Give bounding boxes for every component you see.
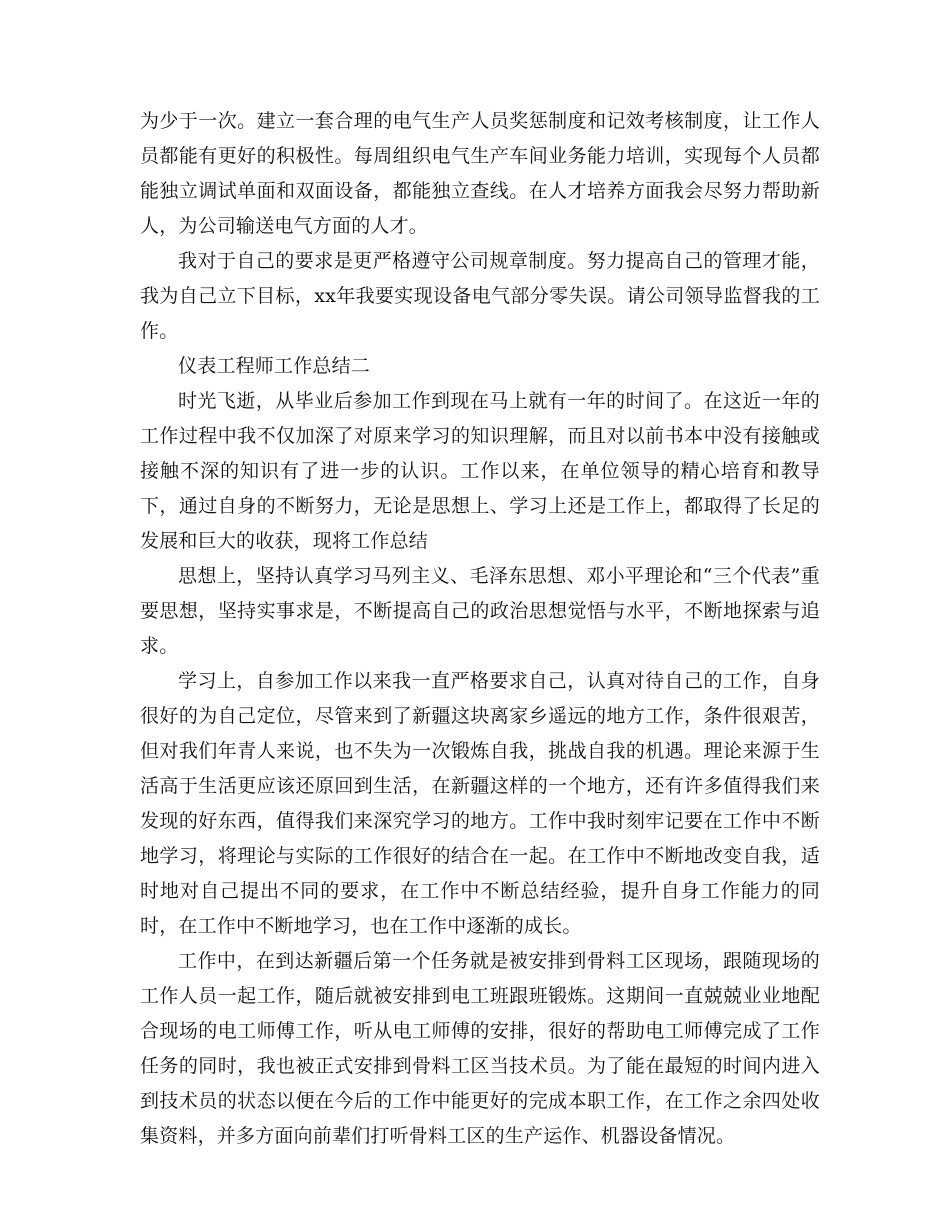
document-page (140, 104, 820, 1154)
paragraph-study: 学习上，自参加工作以来我一直严格要求自己，认真对待自己的工作，自身很好的为自己定位，尽管来到了新疆这块离家乡遥远的地方工作，条件很艰苦，但对我们年青人来说，也不失为一次锻炼自我，挑战自我的机遇。理论来源于生活高于生活更应该还原回到生活，在新疆这样的一个地方，还有许多值得我们来发现的好东西，值得我们来深究学习的地方。工作中我时刻牢记要在工作中不断地学习，将理论与实际的工作很好的结合在一起。在工作中不断地改变自我，适时地对自己提出不同的要求，在工作中不断总结经验，提升自身工作能力的同时，在工作中不断地学习，也在工作中逐渐的成长。 (140, 670, 820, 937)
paragraph-ideology: 思想上，坚持认真学习马列主义、毛泽东思想、邓小平理论和“三个代表”重要思想，坚持实事求是，不断提高自己的政治思想觉悟与水平，不断地探索与追求。 (140, 565, 820, 657)
section-heading: 仪表工程师工作总结二 (178, 355, 371, 377)
paragraph-continued: 为少于一次。建立一套合理的电气生产人员奖惩制度和记效考核制度，让工作人员都能有更好的积极性。每周组织电气生产车间业务能力培训，实现每个人员都能独立调试单面和双面设备，都能独立查线。在人才培养方面我会尽努力帮助新人，为公司输送电气方面的人才。 (140, 110, 820, 237)
paragraph-self-requirements: 我对于自己的要求是更严格遵守公司规章制度。努力提高自己的管理才能，我为自己立下目标，xx年我要实现设备电气部分零失误。请公司领导监督我的工作。 (140, 250, 820, 342)
paragraph-intro: 时光飞逝，从毕业后参加工作到现在马上就有一年的时间了。在这近一年的工作过程中我不仅加深了对原来学习的知识理解，而且对以前书本中没有接触或接触不深的知识有了进一步的认识。工作以来，在单位领导的精心培育和教导下，通过自身的不断努力，无论是思想上、学习上还是工作上，都取得了长足的发展和巨大的收获，现将工作总结 (140, 390, 820, 552)
paragraph-work: 工作中，在到达新疆后第一个任务就是被安排到骨料工区现场，跟随现场的工作人员一起工作，随后就被安排到电工班跟班锻炼。这期间一直兢兢业业地配合现场的电工师傅工作，听从电工师傅的安排，很好的帮助电工师傅完成了工作任务的同时，我也被正式安排到骨料工区当技术员。为了能在最短的时间内进入到技术员的状态以便在今后的工作中能更好的完成本职工作，在工作之余四处收集资料，并多方面向前辈们打听骨料工区的生产运作、机器设备情况。 (140, 950, 820, 1147)
